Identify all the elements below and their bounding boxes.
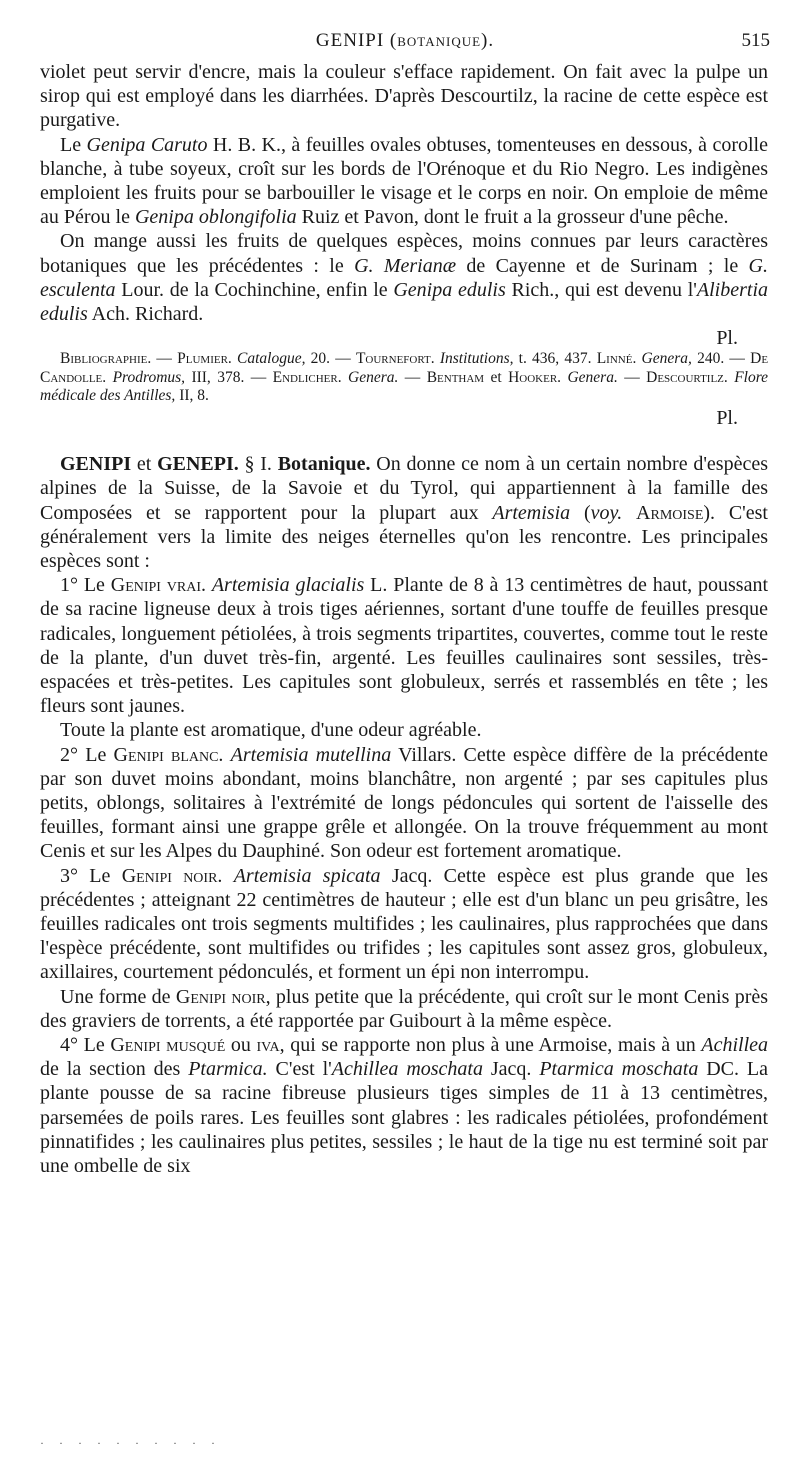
- text-run: Rich., qui est devenu l': [505, 278, 697, 301]
- text-run: Genipa edulis: [393, 278, 506, 301]
- text-run: Endlicher.: [272, 368, 342, 386]
- text-run: Le: [60, 133, 87, 156]
- text-run: —: [617, 368, 647, 386]
- text-run: Armoise: [636, 501, 704, 524]
- text-run: G. Merianæ: [354, 254, 457, 277]
- bibliography: [40, 350, 768, 406]
- text-run: et: [484, 368, 509, 386]
- text-run: H. B. K., à feuilles ovales obtuses, tomenteuses en dessous, à corolle blanche, à tube soyeux, croît sur les bords de l'Orénoque et du Rio Negro. Les indigènes emploient les fruits pour se barbouiller le visage et le corps en noir. On emploie de même au Pérou le: [40, 133, 768, 229]
- signature: [40, 406, 768, 430]
- text-run: G. esculenta: [40, 254, 768, 301]
- text-run: Villars. Cette espèce diffère de la précédente par son duvet moins abondant, moins blanchâtre, non argenté ; par ses capitules plus petits, oblongs, solitaires à l'extrémité de longs pédoncules qui sortent de l'aisselle des feuilles, formant ainsi une grappe grêle et allongée. On la trouve fréquemment au mont Cenis et sur les Alpes du Dauphiné. Son odeur est fortement aromatique.: [40, 743, 768, 863]
- running-header: [40, 30, 770, 58]
- paragraph: [40, 864, 768, 985]
- text-run: Achillea: [701, 1034, 768, 1057]
- text-run: DC. La plante pousse de sa racine fibreuse plusieurs tiges simples de 11 à 13 centimètres, parsemées de poils rares. Les feuilles sont glabres : les radicales pétiolées, profondément pinnatifides ; les caulinaires plus petites, sessiles ; le haut de la tige nu est terminé soit par une ombelle de six: [40, 1058, 768, 1178]
- header-title: [40, 30, 770, 52]
- text-run: GENEPI.: [157, 453, 239, 476]
- text-run: 3° Le: [60, 864, 122, 887]
- text-run: Genipi musqué: [110, 1034, 226, 1057]
- signature: [40, 326, 768, 350]
- text-run: Jacq.: [482, 1058, 540, 1081]
- text-run: —: [398, 368, 427, 386]
- paragraph: [40, 573, 768, 718]
- paragraph: [40, 985, 768, 1033]
- text-run: t. 436, 437.: [513, 350, 597, 368]
- text-run: [622, 502, 636, 524]
- text-run: Genera,: [641, 350, 692, 368]
- text-run: Lour. de la Cochinchine, enfin le: [115, 278, 394, 301]
- text-run: ). C'est généralement vers la limite des neiges éternelles qu'on les rencontre. Les principales espèces sont :: [40, 501, 768, 572]
- paragraph: [40, 229, 768, 326]
- text-run: De Candolle.: [40, 350, 769, 386]
- text-run: Genera.: [567, 368, 618, 386]
- paragraph: [40, 1033, 768, 1178]
- text-run: III, 378. —: [185, 368, 273, 386]
- paragraph: [40, 60, 768, 133]
- text-run: Ptarmica moschata: [539, 1058, 699, 1081]
- text-run: Bentham: [426, 368, 485, 386]
- text-run: Pl.: [716, 327, 738, 350]
- page-footer-marks: · · · · · · · · · ·: [40, 1436, 221, 1450]
- text-run: 240. —: [691, 350, 751, 368]
- text-run: Descourtilz.: [646, 368, 728, 386]
- text-run: GENIPI: [60, 453, 132, 476]
- text-run: Ach. Richard.: [87, 303, 204, 326]
- text-run: Alibertia edulis: [40, 278, 768, 326]
- text-run: C'est l': [267, 1058, 332, 1081]
- text-run: 20. —: [305, 350, 356, 368]
- text-run: de la section des: [40, 1058, 189, 1081]
- text-run: Jacq. Cette espèce est plus grande que les précédentes ; atteignant 22 centimètres de hauteur ; elle est d'un blanc un peu grisâtre, les feuilles radicales ont trois segments multifides ; les caulinaires, plus rapprochées que dans l'espèce précédente, sont multifides ou trifides ; les capitules sont assez gros, globuleux, axillaires, courtement pédonculés, et forment un épi non interrompu.: [40, 864, 769, 984]
- text-run: Une forme de: [60, 985, 176, 1008]
- text-run: Pl.: [716, 406, 738, 429]
- text-run: Catalogue,: [237, 350, 306, 368]
- paragraph: [40, 452, 768, 573]
- text-run: Genera.: [348, 368, 399, 386]
- text-run: [223, 744, 230, 766]
- header-title-main: GENIPI: [315, 30, 385, 51]
- text-run: de Cayenne et de Surinam ; le: [456, 254, 749, 277]
- header-title-sub: (botanique).: [389, 30, 495, 51]
- text-run: Ptarmica.: [188, 1058, 268, 1081]
- text-run: Flore médicale des Antilles,: [40, 368, 769, 405]
- text-run: 1° Le: [60, 574, 111, 597]
- body-text: [40, 60, 768, 1178]
- text-run: Hooker.: [508, 368, 562, 386]
- text-run: iva,: [256, 1034, 285, 1057]
- paragraph: [40, 133, 768, 230]
- text-run: voy.: [590, 501, 623, 524]
- text-run: plus petite que la précédente, qui croît sur le mont Cenis près des graviers de torrents, a été rapportée par Guibourt à la même espèce.: [40, 985, 769, 1032]
- section-gap: [40, 430, 768, 452]
- text-run: L. Plante de 8 à 13 centimètres de haut, poussant de sa racine ligneuse deux à trois tiges aériennes, sortant d'une touffe de feuilles presque radicales, longuement pétiolées, à trois segments tripartites, couvertes, comme tout le reste de la plante, d'un duvet très-fin, argenté. Les feuilles caulinaires sont sessiles, très-espacées et très-petites. Les capitules sont globuleux, serrés et rassemblés en tête ; les fleurs sont jaunes.: [40, 574, 769, 718]
- text-run: [222, 865, 233, 887]
- page-number: 515: [741, 30, 770, 51]
- text-run: Bibliographie.: [60, 350, 152, 368]
- text-run: Ruiz et Pavon, dont le fruit a la grosseur d'une pêche.: [296, 206, 729, 229]
- text-run: Artemisia spicata: [233, 864, 381, 887]
- text-run: (: [570, 501, 591, 524]
- text-run: Prodromus,: [112, 368, 186, 386]
- text-run: ou: [225, 1034, 257, 1057]
- text-run: Linné.: [596, 350, 637, 368]
- text-run: Artemisia mutellina: [230, 743, 392, 766]
- paragraph: [40, 743, 768, 864]
- paragraph: [40, 718, 768, 742]
- text-run: violet peut servir d'encre, mais la couleur s'efface rapidement. On fait avec la pulpe un sirop qui est employé dans les diarrhées. D'après Descourtilz, la racine de cette espèce est purgative.: [40, 61, 768, 132]
- text-run: Genipi blanc.: [113, 743, 224, 766]
- text-run: Artemisia glacialis: [211, 574, 365, 597]
- text-run: II, 8.: [175, 387, 209, 405]
- text-run: Genipi noir,: [175, 985, 271, 1008]
- text-run: Toute la plante est aromatique, d'une odeur agréable.: [60, 719, 482, 742]
- text-run: Genipa oblongifolia: [134, 206, 297, 229]
- text-run: qui se rapporte non plus à une Armoise, mais à un: [284, 1034, 702, 1057]
- text-run: Plumier.: [177, 350, 232, 368]
- text-run: Tournefort.: [355, 350, 435, 368]
- text-run: On donne ce nom à un certain nombre d'espèces alpines de la Suisse, de la Savoie et du Tyrol, qui appartiennent à la famille des Composées et se rapportent pour la plupart aux: [40, 453, 768, 524]
- text-run: et: [131, 453, 158, 476]
- text-run: Artemisia: [492, 501, 571, 524]
- text-run: 4° Le: [60, 1034, 111, 1057]
- text-run: —: [151, 350, 178, 368]
- text-run: Genipi vrai.: [110, 574, 207, 597]
- text-run: On mange aussi les fruits de quelques espèces, moins connues par leurs caractères botaniques que les précédentes : le: [40, 230, 768, 277]
- text-run: Genipi noir.: [121, 864, 223, 887]
- text-run: 2° Le: [60, 743, 114, 766]
- text-run: Botanique.: [277, 453, 371, 476]
- text-run: Achillea moschata: [331, 1058, 483, 1081]
- text-run: § I.: [238, 453, 278, 476]
- text-run: Institutions,: [439, 350, 514, 368]
- text-run: Genipa Caruto: [86, 133, 208, 156]
